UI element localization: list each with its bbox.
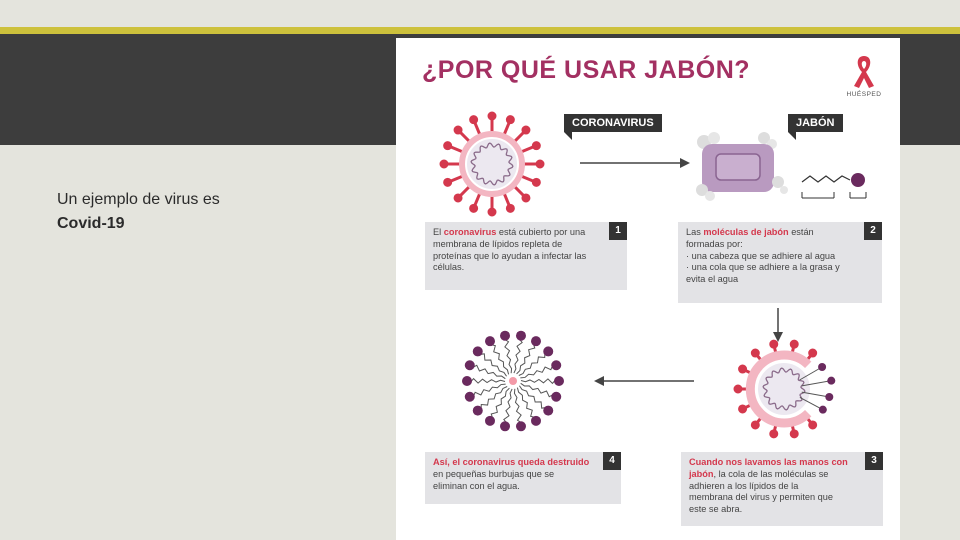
- logo-text: HUÉSPED: [846, 91, 882, 98]
- slide-body-text: [57, 188, 220, 236]
- box3-highlight: jabón: [689, 468, 714, 479]
- soap-bar-icon: [694, 130, 794, 210]
- coronavirus-illustration: [432, 104, 552, 224]
- soap-molecule-icon: [800, 164, 870, 200]
- box4-highlight: Así, el coronavirus queda destruido: [433, 457, 590, 467]
- box3-text: , la cola de las moléculas se: [713, 468, 829, 479]
- soap-micelle-illustration: [458, 326, 568, 436]
- tag-jabon: JABÓN: [788, 114, 843, 132]
- tag-coronavirus: CORONAVIRUS: [564, 114, 662, 132]
- box1-text: El: [433, 227, 444, 237]
- ribbon-icon: [840, 52, 888, 92]
- tag-notch: [564, 132, 572, 140]
- box2-text: Las: [686, 227, 704, 237]
- box3-line: adhieren a los lípidos de la: [689, 480, 799, 491]
- box1-line: membrana de lípidos repleta de: [433, 238, 563, 249]
- step-number: 1: [609, 222, 627, 240]
- arrow-right-icon: [580, 157, 690, 169]
- box4-line: en pequeñas burbujas que se: [433, 468, 555, 479]
- step-number: 2: [864, 222, 882, 240]
- box3-line: membrana del virus y permiten que: [689, 492, 834, 503]
- info-box-2: [678, 222, 882, 303]
- body-line-1: Un ejemplo de virus es: [57, 191, 220, 208]
- box4-line: eliminan con el agua.: [433, 480, 520, 491]
- poster-title: ¿POR QUÉ USAR JABÓN?: [422, 56, 751, 84]
- box2-line: formadas por:: [686, 238, 743, 249]
- title-accent-bar: [0, 27, 960, 34]
- infographic-poster: [396, 38, 900, 540]
- box3-highlight: Cuando nos lavamos las manos con: [689, 457, 848, 467]
- box2-highlight: moléculas de jabón: [703, 227, 789, 237]
- body-line-2: Covid-19: [57, 215, 125, 232]
- huesped-logo: [840, 52, 888, 102]
- box3-line: este se abra.: [689, 504, 743, 515]
- box1-line: células.: [433, 262, 465, 273]
- arrow-left-icon: [594, 375, 694, 387]
- info-box-1: [425, 222, 627, 290]
- info-box-3: [681, 452, 883, 526]
- box2-line: evita el agua: [686, 274, 739, 285]
- box2-line: · una cola que se adhiere a la grasa y: [686, 262, 840, 273]
- box2-line: · una cabeza que se adhiere al agua: [686, 250, 836, 261]
- step-number: 3: [865, 452, 883, 470]
- box1-text: está cubierto por una: [496, 227, 586, 237]
- virus-opening-illustration: [714, 324, 864, 454]
- box1-highlight: coronavirus: [443, 227, 497, 237]
- step-number: 4: [603, 452, 621, 470]
- box1-line: proteínas que lo ayudan a infectar las: [433, 250, 587, 261]
- info-box-4: [425, 452, 621, 504]
- box2-text: están: [788, 227, 814, 237]
